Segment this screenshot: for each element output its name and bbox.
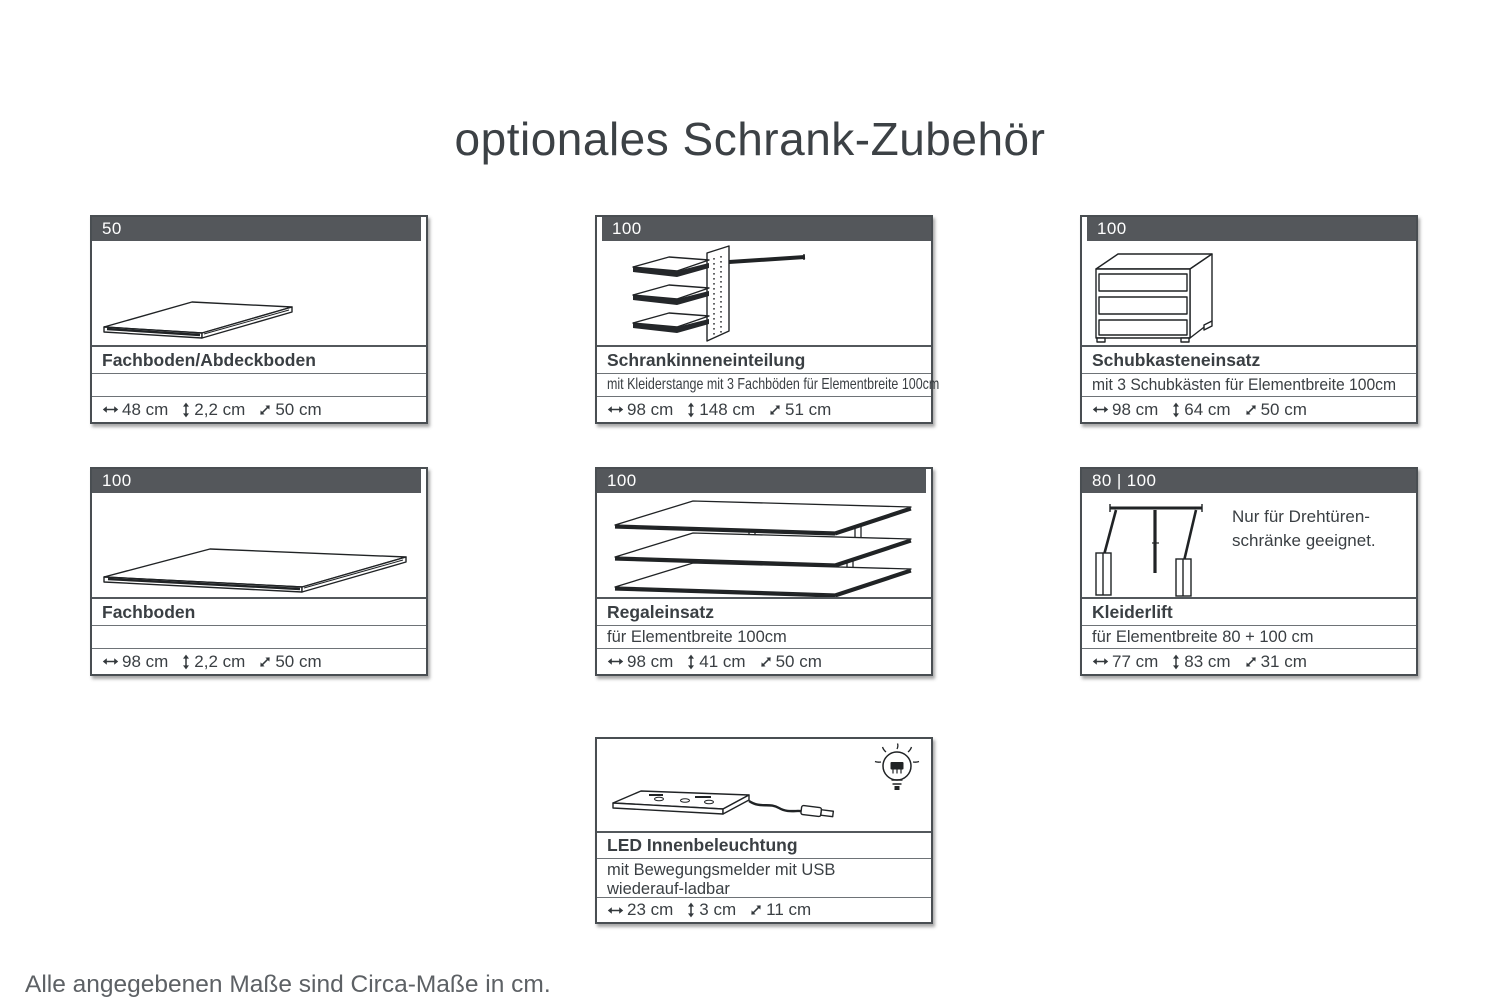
drawer-insert-illustration xyxy=(1082,241,1416,345)
diagonal-double-arrow-icon xyxy=(258,403,272,417)
card-kleiderlift xyxy=(1080,467,1418,676)
vertical-double-arrow-icon xyxy=(686,902,696,918)
height-dimension xyxy=(686,900,736,920)
height-value: 41 cm xyxy=(699,651,746,671)
depth-dimension xyxy=(768,400,831,420)
depth-value: 11 cm xyxy=(766,900,812,919)
card-size-label: 100 xyxy=(102,471,132,490)
width-dimension xyxy=(102,400,168,420)
depth-dimension xyxy=(258,652,321,672)
depth-value: 50 cm xyxy=(275,399,322,419)
card-dimensions xyxy=(1082,648,1416,674)
card-size-label: 50 xyxy=(102,219,122,238)
height-value: 3 cm xyxy=(699,900,737,919)
depth-dimension xyxy=(759,652,822,672)
page-title: optionales Schrank-Zubehör xyxy=(454,113,1046,165)
card-schubkasteneinsatz xyxy=(1080,215,1418,424)
depth-dimension xyxy=(1244,652,1307,672)
footnote: Alle angegebenen Maße sind Circa-Maße in cm. xyxy=(25,970,551,998)
depth-dimension xyxy=(749,900,811,920)
card-fachboden-abdeckboden xyxy=(90,215,428,424)
width-value: 98 cm xyxy=(627,651,674,671)
card-illustration-area xyxy=(92,493,426,597)
led-light-module-illustration xyxy=(597,739,931,831)
width-dimension xyxy=(102,652,168,672)
width-value: 98 cm xyxy=(627,399,674,419)
vertical-double-arrow-icon xyxy=(1171,654,1181,670)
card-schrankinneneinteilung xyxy=(595,215,940,424)
vertical-double-arrow-icon xyxy=(686,654,696,670)
height-dimension xyxy=(686,400,755,420)
width-dimension xyxy=(607,400,673,420)
depth-value: 51 cm xyxy=(785,399,832,419)
horizontal-double-arrow-icon xyxy=(1092,656,1109,667)
height-dimension xyxy=(1171,652,1230,672)
width-value: 23 cm xyxy=(627,900,674,919)
diagonal-double-arrow-icon xyxy=(1244,655,1258,669)
card-title: LED Innenbeleuchtung xyxy=(607,835,798,855)
card-dimensions xyxy=(92,396,426,422)
card-illustration-area xyxy=(597,739,931,831)
vertical-double-arrow-icon xyxy=(1171,402,1181,418)
card-dimensions xyxy=(597,396,931,422)
height-dimension xyxy=(686,652,745,672)
horizontal-double-arrow-icon xyxy=(1092,404,1109,415)
vertical-double-arrow-icon xyxy=(686,402,696,418)
lightbulb-icon xyxy=(875,744,919,791)
card-size-label: 100 xyxy=(607,471,637,490)
horizontal-double-arrow-icon xyxy=(607,404,624,415)
card-size-label: 80 | 100 xyxy=(1092,471,1157,490)
height-dimension xyxy=(181,400,245,420)
diagonal-double-arrow-icon xyxy=(258,655,272,669)
card-title: Regaleinsatz xyxy=(607,601,714,622)
diagonal-double-arrow-icon xyxy=(768,403,782,417)
shelf-board-wide-illustration xyxy=(92,493,426,597)
height-value: 64 cm xyxy=(1184,399,1231,419)
diagonal-double-arrow-icon xyxy=(749,903,763,917)
card-illustration-area xyxy=(1082,493,1416,597)
card-subtitle: mit Bewegungsmelder mit USB wiederauf-ladbar xyxy=(607,861,836,898)
card-header-bar xyxy=(1087,217,1416,241)
card-illustration-area xyxy=(597,493,931,597)
diagonal-double-arrow-icon xyxy=(1244,403,1258,417)
depth-value: 50 cm xyxy=(275,651,322,671)
card-title: Kleiderlift xyxy=(1092,601,1173,622)
depth-value: 50 cm xyxy=(1260,399,1307,419)
card-illustration-area xyxy=(597,241,931,345)
card-dimensions xyxy=(597,897,931,922)
horizontal-double-arrow-icon xyxy=(102,404,119,415)
width-dimension xyxy=(1092,400,1158,420)
shelf-board-small-illustration xyxy=(92,241,426,345)
depth-value: 50 cm xyxy=(775,651,822,671)
card-size-label: 100 xyxy=(612,219,642,238)
horizontal-double-arrow-icon xyxy=(102,656,119,667)
width-dimension xyxy=(1092,652,1158,672)
depth-dimension xyxy=(1244,400,1307,420)
width-value: 77 cm xyxy=(1112,651,1159,671)
depth-dimension xyxy=(258,400,321,420)
card-dimensions xyxy=(1082,396,1416,422)
card-fachboden xyxy=(90,467,428,676)
height-dimension xyxy=(1171,400,1230,420)
card-illustration-area xyxy=(92,241,426,345)
vertical-double-arrow-icon xyxy=(181,402,191,418)
card-title: Schubkasteneinsatz xyxy=(1092,349,1261,370)
depth-value: 31 cm xyxy=(1260,651,1307,671)
height-dimension xyxy=(181,652,245,672)
card-header-bar xyxy=(1082,469,1416,493)
vertical-double-arrow-icon xyxy=(181,654,191,670)
card-size-label: 100 xyxy=(1097,219,1127,238)
height-value: 148 cm xyxy=(699,399,756,419)
shelf-insert-illustration xyxy=(597,493,931,597)
card-dimensions xyxy=(92,648,426,674)
diagonal-double-arrow-icon xyxy=(759,655,773,669)
card-illustration-area xyxy=(1082,241,1416,345)
interior-partition-illustration xyxy=(597,241,931,345)
card-header-bar xyxy=(597,469,926,493)
card-subtitle: mit 3 Schubkästen für Elementbreite 100cm xyxy=(1092,375,1397,394)
card-subtitle: für Elementbreite 80 + 100 cm xyxy=(1092,627,1314,646)
card-note: Nur für Drehtüren-schränke geeignet. xyxy=(1232,507,1376,550)
card-title: Schrankinneneinteilung xyxy=(607,349,806,370)
card-header-bar xyxy=(92,469,421,493)
horizontal-double-arrow-icon xyxy=(607,905,624,916)
width-dimension xyxy=(607,652,673,672)
width-dimension xyxy=(607,900,673,920)
height-value: 2,2 cm xyxy=(194,651,246,671)
card-dimensions xyxy=(597,648,931,674)
width-value: 98 cm xyxy=(1112,399,1159,419)
horizontal-double-arrow-icon xyxy=(607,656,624,667)
card-header-bar xyxy=(92,217,421,241)
card-subtitle: mit Kleiderstange mit 3 Fachböden für Elementbreite 100cm xyxy=(607,376,940,393)
card-led-innenbeleuchtung xyxy=(595,737,933,924)
card-header-bar xyxy=(602,217,931,241)
card-regaleinsatz xyxy=(595,467,933,676)
card-subtitle: für Elementbreite 100cm xyxy=(607,627,787,646)
height-value: 2,2 cm xyxy=(194,399,246,419)
card-title: Fachboden/Abdeckboden xyxy=(102,349,316,370)
height-value: 83 cm xyxy=(1184,651,1231,671)
width-value: 48 cm xyxy=(122,399,169,419)
width-value: 98 cm xyxy=(122,651,169,671)
card-title: Fachboden xyxy=(102,601,196,622)
